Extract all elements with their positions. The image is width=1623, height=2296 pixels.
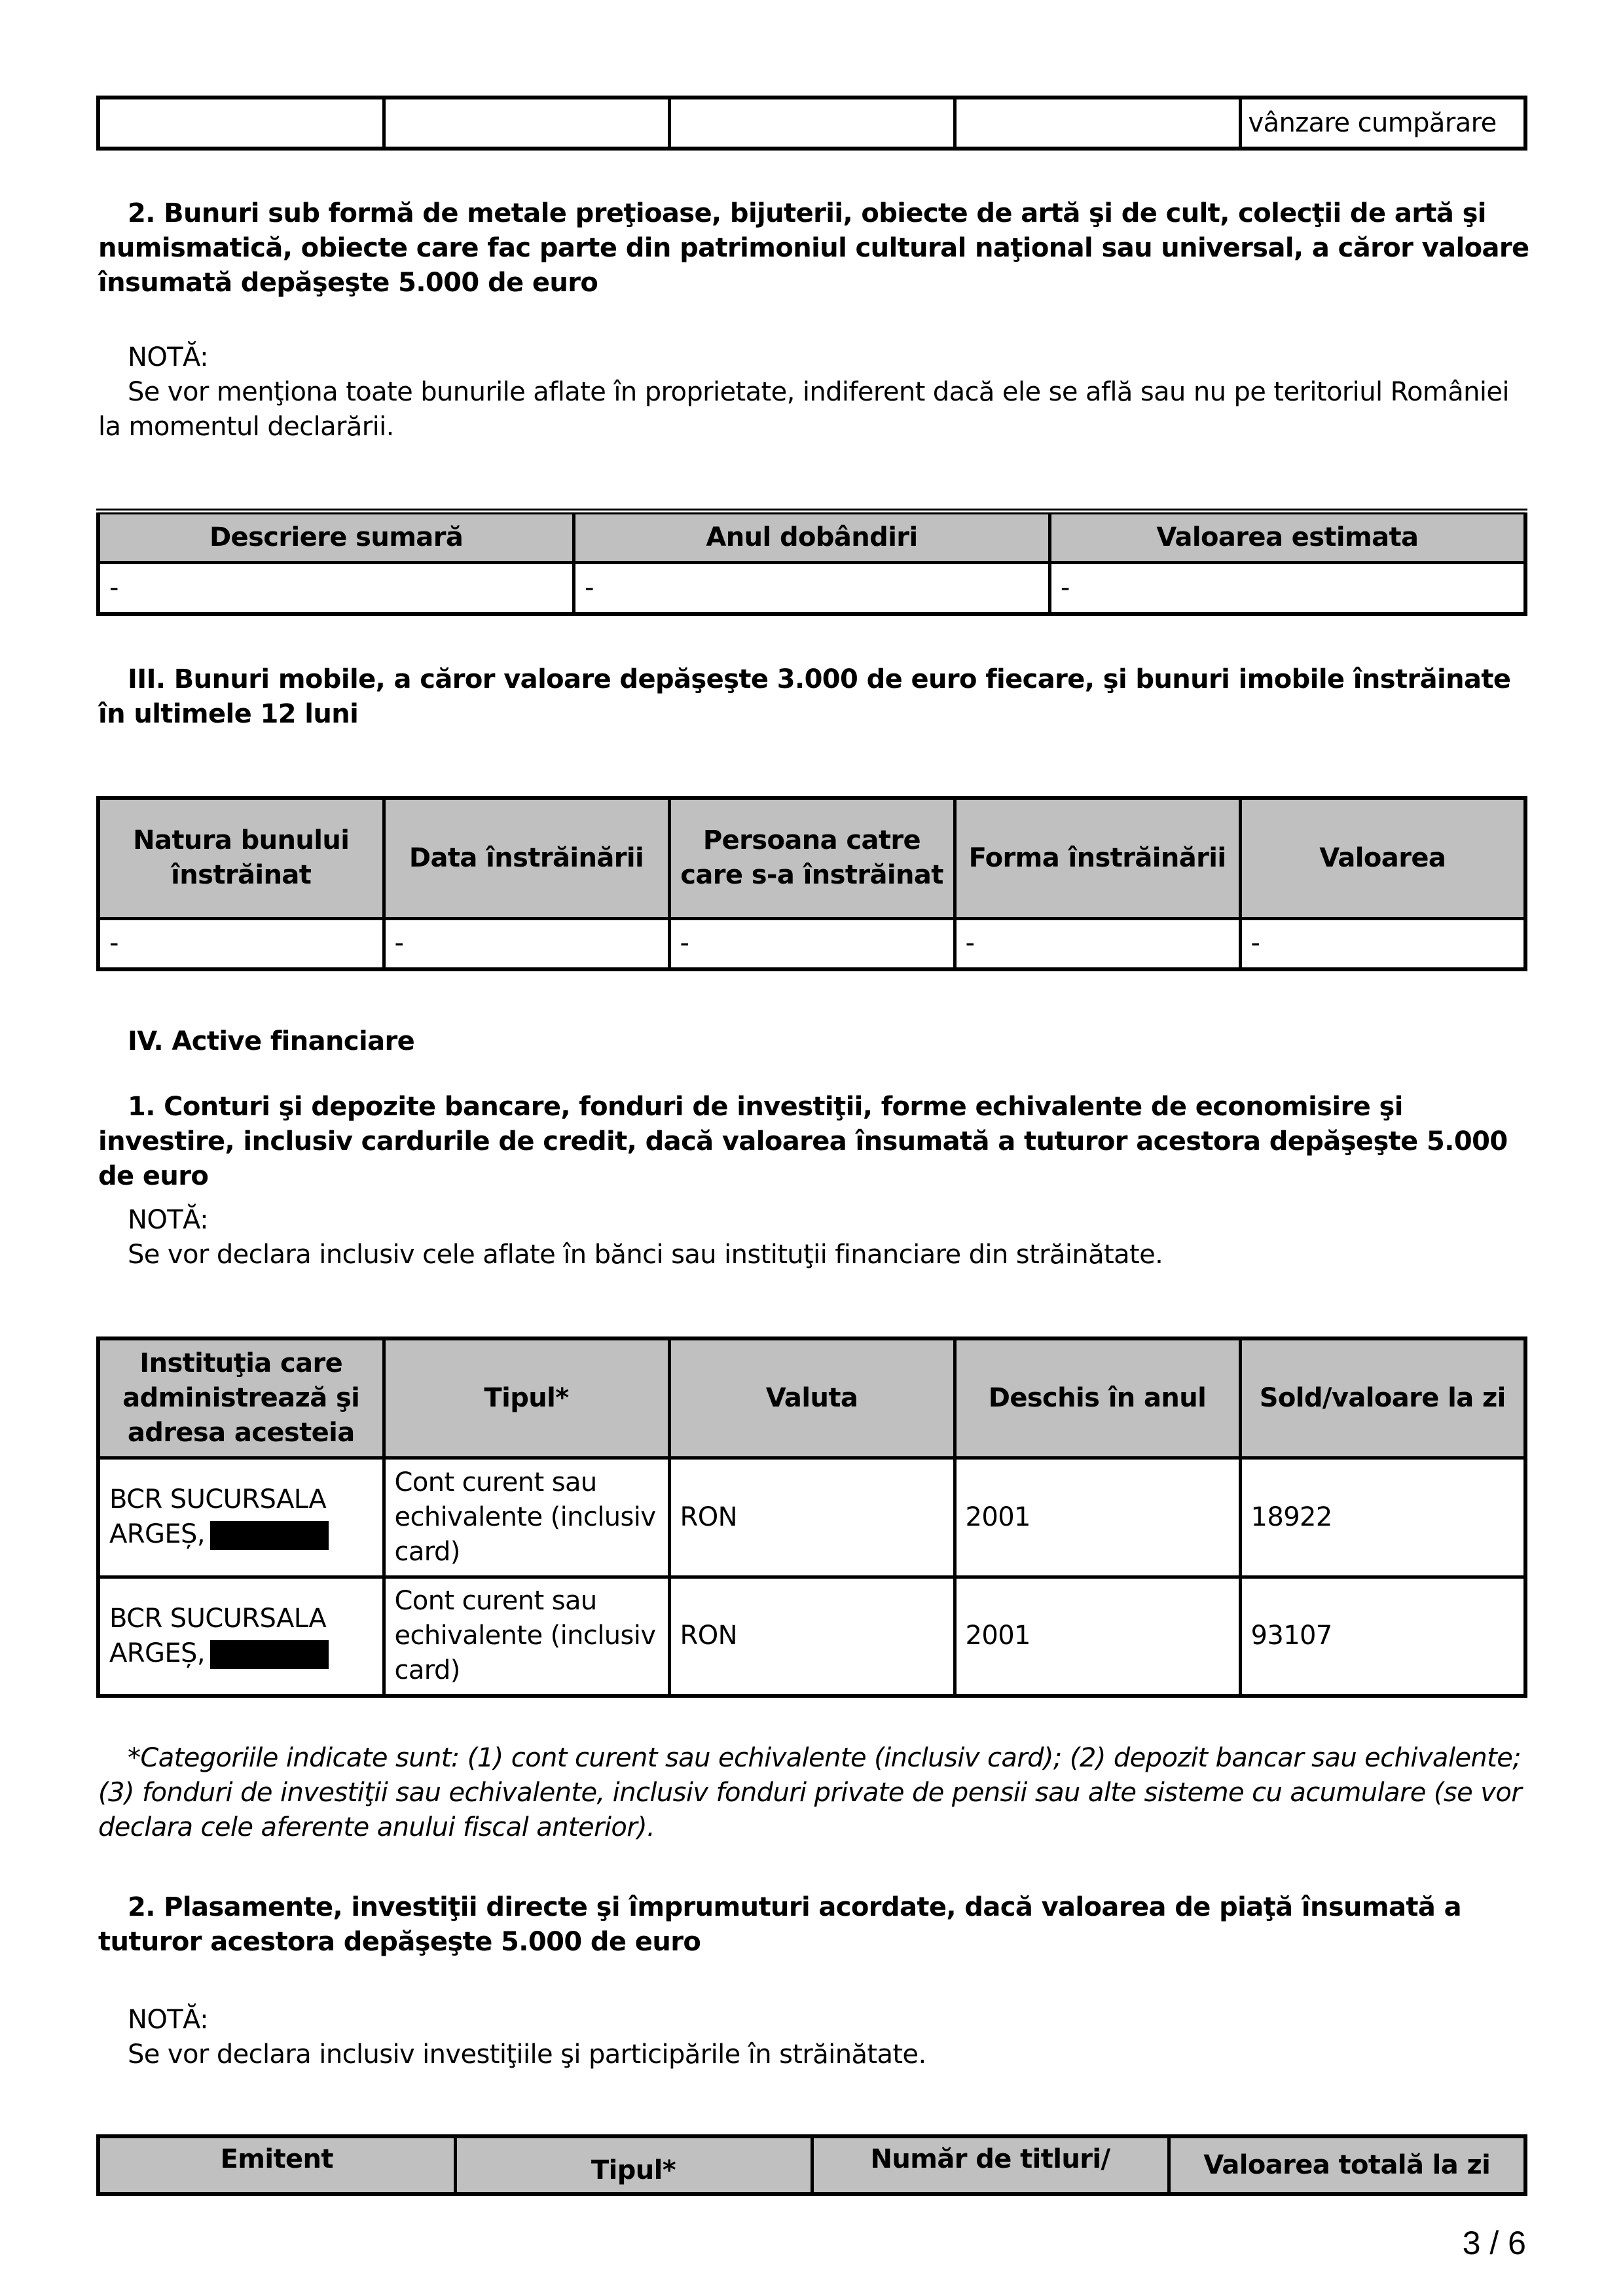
table-row bbox=[98, 918, 1525, 969]
column-header: Deschis în anul bbox=[955, 1338, 1240, 1458]
table-cell bbox=[98, 98, 384, 149]
page-number: 3 / 6 bbox=[1462, 2225, 1526, 2261]
column-header: Număr de titluri/ bbox=[812, 2136, 1169, 2194]
table-cell: - bbox=[955, 918, 1240, 969]
table-cell: - bbox=[669, 918, 955, 969]
placements-table bbox=[96, 2134, 1527, 2196]
redacted-address-block bbox=[210, 1521, 329, 1550]
column-header: Valoarea estimata bbox=[1049, 512, 1525, 563]
column-header: Tipul* bbox=[384, 1338, 669, 1458]
table-cell: - bbox=[384, 918, 669, 969]
table-cell bbox=[384, 98, 669, 149]
precious-goods-table bbox=[96, 509, 1527, 616]
column-header: Valoarea totală la zi bbox=[1169, 2136, 1525, 2194]
note-text: Se vor declara inclusiv investiţiile şi participările în străinătate. bbox=[128, 2039, 926, 2070]
bank-accounts-table bbox=[96, 1336, 1527, 1698]
opened-year-cell: 2001 bbox=[955, 1577, 1240, 1696]
balance-cell: 18922 bbox=[1240, 1458, 1525, 1577]
table-cell: - bbox=[1049, 563, 1525, 614]
type-cell: Cont curent sau echivalente (inclusiv card) bbox=[384, 1577, 669, 1696]
table-row bbox=[98, 1577, 1525, 1696]
column-header: Anul dobândiri bbox=[574, 512, 1050, 563]
note-label: NOTĂ: bbox=[128, 2005, 208, 2035]
institution-name: BCR SUCURSALA ARGEȘ, bbox=[109, 1484, 327, 1549]
column-header: Instituţia care administrează şi adresa acesteia bbox=[98, 1338, 384, 1458]
column-header: Valuta bbox=[669, 1338, 955, 1458]
currency-cell: RON bbox=[669, 1577, 955, 1696]
note-label: NOTĂ: bbox=[128, 1205, 208, 1235]
table-cell: - bbox=[574, 563, 1050, 614]
type-cell: Cont curent sau echivalente (inclusiv card) bbox=[384, 1458, 669, 1577]
alienated-goods-table bbox=[96, 796, 1527, 971]
subsection-heading-bank-accounts: 1. Conturi şi depozite bancare, fonduri de investiţii, forme echivalente de economisire şi investire, inclusiv cardurile de credit, dacă valoarea însumată a tuturor acestora depăşeşte 5.000 de euro bbox=[98, 1092, 1508, 1191]
column-header: Persoana catre care s-a înstrăinat bbox=[669, 798, 955, 918]
balance-cell: 93107 bbox=[1240, 1577, 1525, 1696]
note-text: Se vor menţiona toate bunurile aflate în proprietate, indiferent dacă ele se află sau nu pe teritoriul României la momentul declarării. bbox=[98, 377, 1509, 442]
section-heading-iii: III. Bunuri mobile, a căror valoare depăşeşte 3.000 de euro fiecare, şi bunuri imobile înstrăinate în ultimele 12 luni bbox=[98, 664, 1511, 729]
redacted-address-block bbox=[210, 1640, 329, 1669]
table-row bbox=[98, 1458, 1525, 1577]
column-header: Sold/valoare la zi bbox=[1240, 1338, 1525, 1458]
column-header: Descriere sumară bbox=[98, 512, 574, 563]
institution-cell bbox=[98, 1577, 384, 1696]
table-cell bbox=[955, 98, 1240, 149]
section-heading-iv: IV. Active financiare bbox=[128, 1026, 415, 1056]
table-cell: - bbox=[98, 918, 384, 969]
column-header: Natura bunului înstrăinat bbox=[98, 798, 384, 918]
currency-cell: RON bbox=[669, 1458, 955, 1577]
column-header: Data înstrăinării bbox=[384, 798, 669, 918]
opened-year-cell: 2001 bbox=[955, 1458, 1240, 1577]
footnote-categories: *Categoriile indicate sunt: (1) cont curent sau echivalente (inclusiv card); (2) depozit bancar sau echivalente; (3) fonduri de investiţii sau echivalente, inclusiv fonduri private de pensii sau alte sisteme cu acumulare (se vor declara cele aferente anului fiscal anterior). bbox=[98, 1743, 1522, 1842]
table-row bbox=[98, 563, 1525, 614]
institution-name: BCR SUCURSALA ARGEȘ, bbox=[109, 1603, 327, 1668]
table-cell: - bbox=[1240, 918, 1525, 969]
top-continuation-table bbox=[96, 96, 1527, 151]
note-text: Se vor declara inclusiv cele aflate în bănci sau instituţii financiare din străinătate. bbox=[128, 1240, 1163, 1270]
column-header: Emitent bbox=[98, 2136, 455, 2194]
column-header: Forma înstrăinării bbox=[955, 798, 1240, 918]
section-heading-precious-goods: 2. Bunuri sub formă de metale preţioase, bijuterii, obiecte de artă şi de cult, colecţii de artă şi numismatică, obiecte care fac parte din patrimoniul cultural naţional sau universal, a căror valoare însumată depăşeşte 5.000 de euro bbox=[98, 198, 1529, 298]
column-header: Tipul* bbox=[455, 2136, 812, 2194]
table-cell bbox=[669, 98, 955, 149]
institution-cell bbox=[98, 1458, 384, 1577]
column-header: Valoarea bbox=[1240, 798, 1525, 918]
table-cell: vânzare cumpărare bbox=[1240, 98, 1525, 149]
note-label: NOTĂ: bbox=[128, 342, 208, 372]
subsection-heading-placements: 2. Plasamente, investiţii directe şi împrumuturi acordate, dacă valoarea de piaţă însumată a tuturor acestora depăşeşte 5.000 de euro bbox=[98, 1892, 1462, 1957]
table-cell: - bbox=[98, 563, 574, 614]
